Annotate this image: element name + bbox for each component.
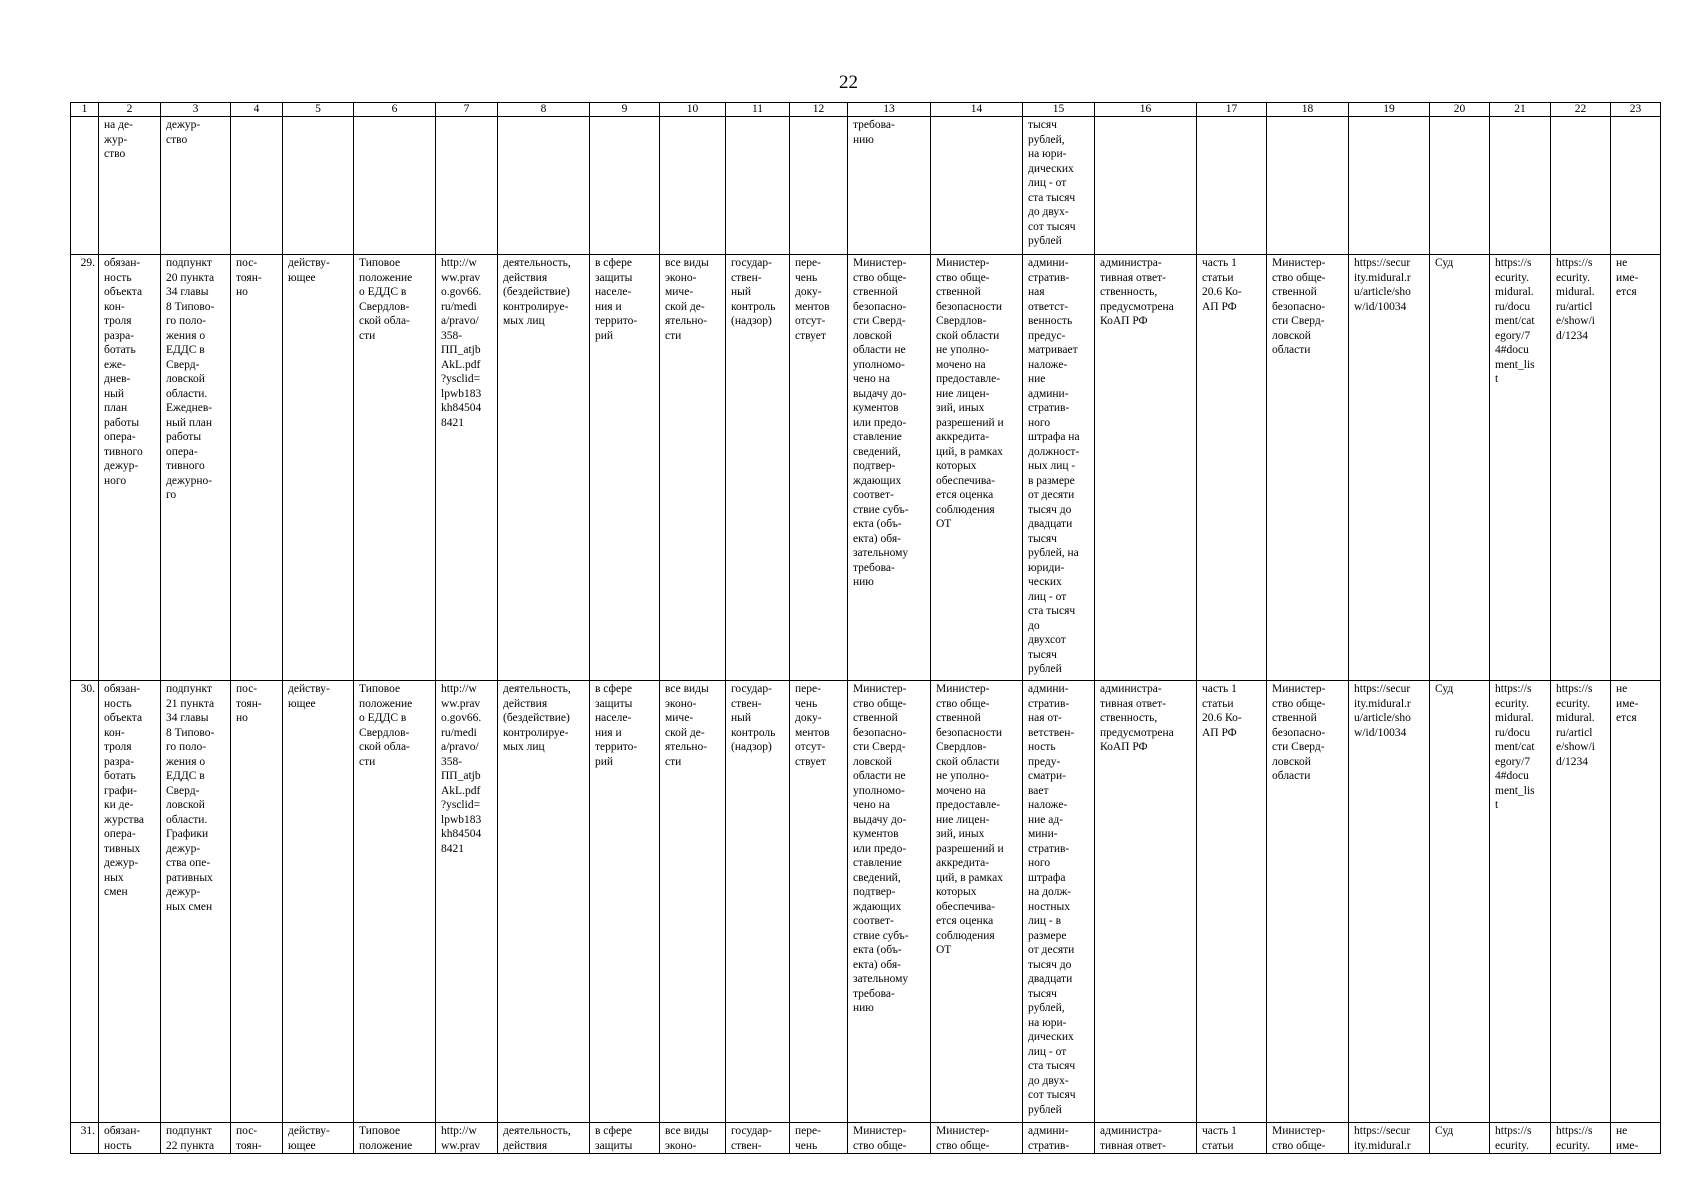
column-header: 8 bbox=[498, 103, 590, 117]
column-header: 5 bbox=[283, 103, 354, 117]
column-header: 15 bbox=[1023, 103, 1095, 117]
table-cell bbox=[1095, 117, 1197, 255]
table-cell: деятельность, действия bbox=[498, 1123, 590, 1154]
table-cell: требова- нию bbox=[848, 117, 931, 255]
table-cell bbox=[1430, 117, 1490, 255]
table-cell: https://s ecurity. midural. ru/docu ment/cat egory/7 4#docu ment_lis t bbox=[1490, 255, 1551, 681]
table-cell: https://s ecurity. midural. ru/docu ment/cat egory/7 4#docu ment_lis t bbox=[1490, 681, 1551, 1123]
table-cell: подпункт 21 пункта 34 главы 8 Типово- го поло- жения о ЕДДС в Сверд- ловской области. Графики дежур- ства опе- ративных дежур- ных смен bbox=[161, 681, 231, 1123]
table-row bbox=[71, 681, 1661, 1123]
table-cell: Министер- ство обще- ственной безопасности Свердлов- ской области не уполно- мочено на предоставле- ние лицен- зий, иных разрешений и аккредита- ций, в рамках которых обеспечива- ется оценка соблюдения ОТ bbox=[931, 255, 1023, 681]
table-cell: администра- тивная ответ- ственность, предусмотрена КоАП РФ bbox=[1095, 681, 1197, 1123]
column-header: 11 bbox=[726, 103, 790, 117]
table-cell: Министер- ство обще- bbox=[931, 1123, 1023, 1154]
page-number: 22 bbox=[839, 72, 858, 93]
table-cell: https://s ecurity. midural. ru/articl e/show/i d/1234 bbox=[1551, 681, 1611, 1123]
table-cell: Министер- ство обще- bbox=[1267, 1123, 1349, 1154]
table-cell: Типовое положение bbox=[354, 1123, 436, 1154]
column-header: 19 bbox=[1349, 103, 1430, 117]
table-cell bbox=[1349, 117, 1430, 255]
table-cell: все виды эконо- миче- ской де- ятельно- сти bbox=[660, 255, 726, 681]
column-header: 21 bbox=[1490, 103, 1551, 117]
table-cell: Министер- ство обще- bbox=[848, 1123, 931, 1154]
table-cell: действу- ющее bbox=[283, 1123, 354, 1154]
table-cell: подпункт 20 пункта 34 главы 8 Типово- го поло- жения о ЕДДС в Сверд- ловской области. Ежеднев- ный план работы опера- тивного дежурно- го bbox=[161, 255, 231, 681]
table-cell: http://w ww.prav o.gov66. ru/medi a/pravo/ 358- ПП_atjb AkL.pdf ?ysclid= lpwb183 kh84504 8421 bbox=[436, 681, 498, 1123]
column-header: 23 bbox=[1611, 103, 1661, 117]
table-cell: администра- тивная ответ- bbox=[1095, 1123, 1197, 1154]
column-header: 1 bbox=[71, 103, 99, 117]
table-cell: админи- стратив- ная от- ветствен- ность преду- сматри- вает наложе- ние ад- мини- стратив- ного штрафа на долж- ностных лиц - в размере от десяти тысяч до двадцати тысяч рублей, на юри- дических лиц - от ста тысяч до двух- сот тысяч рублей bbox=[1023, 681, 1095, 1123]
table-cell: пос- тоян- но bbox=[231, 681, 283, 1123]
column-header: 3 bbox=[161, 103, 231, 117]
row-number-cell bbox=[71, 117, 99, 255]
table-cell: в сфере защиты bbox=[590, 1123, 660, 1154]
table-cell: Типовое положение о ЕДДС в Свердлов- ской обла- сти bbox=[354, 681, 436, 1123]
table-cell: государ- ствен- ный контроль (надзор) bbox=[726, 255, 790, 681]
table-row bbox=[71, 255, 1661, 681]
table-cell: Суд bbox=[1430, 255, 1490, 681]
table-cell: https://secur ity.midural.r bbox=[1349, 1123, 1430, 1154]
table-cell bbox=[1490, 117, 1551, 255]
column-header: 12 bbox=[790, 103, 848, 117]
table-cell bbox=[590, 117, 660, 255]
column-header: 16 bbox=[1095, 103, 1197, 117]
table-cell: Суд bbox=[1430, 681, 1490, 1123]
table-cell: обязан- ность объекта кон- троля разра- ботать графи- ки де- журства опера- тивных дежур- ных смен bbox=[99, 681, 161, 1123]
table-cell: государ- ствен- ный контроль (надзор) bbox=[726, 681, 790, 1123]
table-cell: все виды эконо- миче- ской де- ятельно- сти bbox=[660, 681, 726, 1123]
table-cell: http://w ww.prav o.gov66. ru/medi a/pravo/ 358- ПП_atjb AkL.pdf ?ysclid= lpwb183 kh84504 8421 bbox=[436, 255, 498, 681]
table-row bbox=[71, 117, 1661, 255]
table-cell: в сфере защиты населе- ния и террито- рий bbox=[590, 255, 660, 681]
table-cell: не име- ется bbox=[1611, 681, 1661, 1123]
table-cell: часть 1 статьи bbox=[1197, 1123, 1267, 1154]
table-cell: Типовое положение о ЕДДС в Свердлов- ской обла- сти bbox=[354, 255, 436, 681]
table-cell bbox=[498, 117, 590, 255]
table-cell: не име- bbox=[1611, 1123, 1661, 1154]
table-cell: https://secur ity.midural.r u/article/sho w/id/10034 bbox=[1349, 681, 1430, 1123]
column-header: 2 bbox=[99, 103, 161, 117]
table-cell: https://s ecurity. bbox=[1551, 1123, 1611, 1154]
table-cell: не име- ется bbox=[1611, 255, 1661, 681]
table-cell: государ- ствен- bbox=[726, 1123, 790, 1154]
table-cell: действу- ющее bbox=[283, 681, 354, 1123]
table-cell: тысяч рублей, на юри- дических лиц - от ста тысяч до двух- сот тысяч рублей bbox=[1023, 117, 1095, 255]
table-cell bbox=[1197, 117, 1267, 255]
row-number-cell: 30. bbox=[71, 681, 99, 1123]
table-row bbox=[71, 1123, 1661, 1154]
table-cell bbox=[436, 117, 498, 255]
table-cell: пос- тоян- но bbox=[231, 255, 283, 681]
column-header: 18 bbox=[1267, 103, 1349, 117]
table-cell bbox=[283, 117, 354, 255]
column-header: 6 bbox=[354, 103, 436, 117]
table-cell: подпункт 22 пункта bbox=[161, 1123, 231, 1154]
column-header: 14 bbox=[931, 103, 1023, 117]
table-cell: дежур- ство bbox=[161, 117, 231, 255]
table-cell: все виды эконо- bbox=[660, 1123, 726, 1154]
row-number-cell: 29. bbox=[71, 255, 99, 681]
table-cell: Министер- ство обще- ственной безопасно- сти Сверд- ловской области bbox=[1267, 255, 1349, 681]
table-cell bbox=[931, 117, 1023, 255]
table-cell: админи- стратив- bbox=[1023, 1123, 1095, 1154]
table-cell: часть 1 статьи 20.6 Ко- АП РФ bbox=[1197, 255, 1267, 681]
table-cell: на де- жур- ство bbox=[99, 117, 161, 255]
table-cell: часть 1 статьи 20.6 Ко- АП РФ bbox=[1197, 681, 1267, 1123]
table-cell bbox=[231, 117, 283, 255]
table-cell: в сфере защиты населе- ния и террито- рий bbox=[590, 681, 660, 1123]
table-cell: http://w ww.prav bbox=[436, 1123, 498, 1154]
column-header: 7 bbox=[436, 103, 498, 117]
table-cell: пере- чень доку- ментов отсут- ствует bbox=[790, 681, 848, 1123]
table-cell bbox=[1267, 117, 1349, 255]
column-header: 13 bbox=[848, 103, 931, 117]
column-header: 9 bbox=[590, 103, 660, 117]
table-cell: Министер- ство обще- ственной безопасно- сти Сверд- ловской области не уполномо- чено на выдачу до- кументов или предо- ставление сведений, подтвер- ждающих соответ- ствие субъ- екта (объ- екта) обя- зательному требова- нию bbox=[848, 255, 931, 681]
table-cell bbox=[660, 117, 726, 255]
column-header: 10 bbox=[660, 103, 726, 117]
table-cell: обязан- ность объекта кон- троля разра- ботать еже- днев- ный план работы опера- тивного дежур- ного bbox=[99, 255, 161, 681]
table-cell: https://s ecurity. bbox=[1490, 1123, 1551, 1154]
column-header: 17 bbox=[1197, 103, 1267, 117]
table-cell: пере- чень bbox=[790, 1123, 848, 1154]
table-cell bbox=[790, 117, 848, 255]
document-table bbox=[70, 102, 1661, 1154]
table-cell: Министер- ство обще- ственной безопасно- сти Сверд- ловской области bbox=[1267, 681, 1349, 1123]
column-header: 22 bbox=[1551, 103, 1611, 117]
table-cell: Министер- ство обще- ственной безопасно- сти Сверд- ловской области не уполномо- чено на выдачу до- кументов или предо- ставление сведений, подтвер- ждающих соответ- ствие субъ- екта (объ- екта) обя- зательному требова- нию bbox=[848, 681, 931, 1123]
table-cell: действу- ющее bbox=[283, 255, 354, 681]
column-header: 20 bbox=[1430, 103, 1490, 117]
table-cell: Министер- ство обще- ственной безопасности Свердлов- ской области не уполно- мочено на предоставле- ние лицен- зий, иных разрешений и аккредита- ций, в рамках которых обеспечива- ется оценка соблюдения ОТ bbox=[931, 681, 1023, 1123]
table-cell bbox=[726, 117, 790, 255]
column-header: 4 bbox=[231, 103, 283, 117]
table-cell: деятельность, действия (бездействие) контролируе- мых лиц bbox=[498, 681, 590, 1123]
row-number-cell: 31. bbox=[71, 1123, 99, 1154]
table-cell: пос- тоян- bbox=[231, 1123, 283, 1154]
table-cell: Суд bbox=[1430, 1123, 1490, 1154]
table-cell: админи- стратив- ная ответст- венность предус- матривает наложе- ние админи- стратив- ного штрафа на должност- ных лиц - в размере от десяти тысяч до двадцати тысяч рублей, на юриди- ческих лиц - от ста тысяч до двухсот тысяч рублей bbox=[1023, 255, 1095, 681]
table-cell: https://s ecurity. midural. ru/articl e/show/i d/1234 bbox=[1551, 255, 1611, 681]
table-cell bbox=[1551, 117, 1611, 255]
table-cell: пере- чень доку- ментов отсут- ствует bbox=[790, 255, 848, 681]
table-cell: деятельность, действия (бездействие) контролируе- мых лиц bbox=[498, 255, 590, 681]
table-cell bbox=[1611, 117, 1661, 255]
header-row bbox=[71, 103, 1661, 117]
table-cell bbox=[354, 117, 436, 255]
table-cell: администра- тивная ответ- ственность, предусмотрена КоАП РФ bbox=[1095, 255, 1197, 681]
table-cell: https://secur ity.midural.r u/article/sho w/id/10034 bbox=[1349, 255, 1430, 681]
table-cell: обязан- ность bbox=[99, 1123, 161, 1154]
